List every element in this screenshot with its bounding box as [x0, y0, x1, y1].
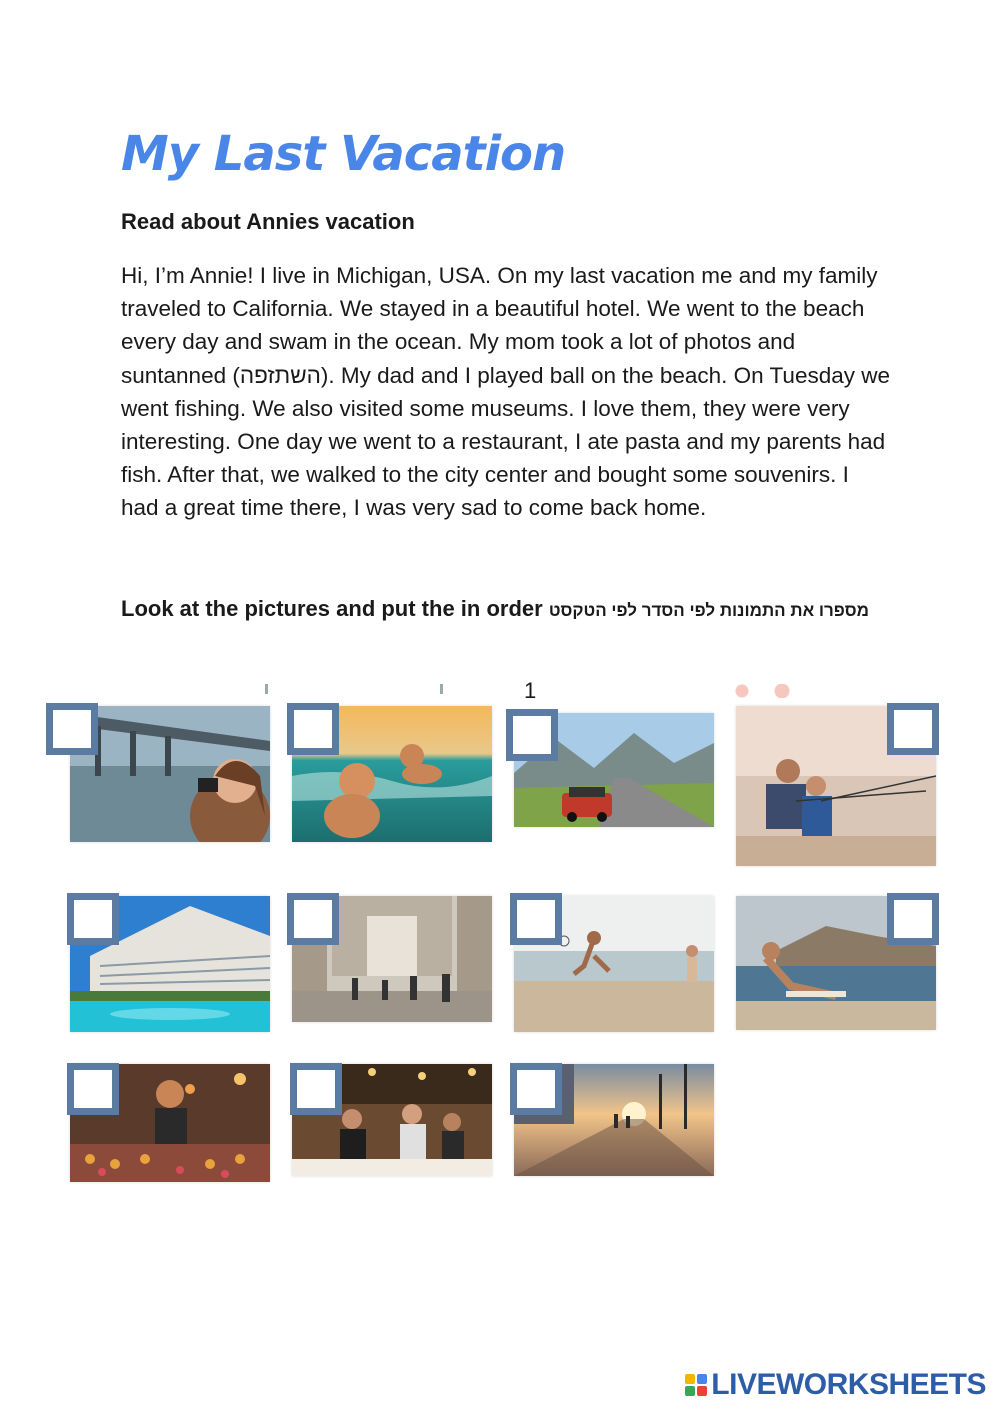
brand-name: LIVEWORKSHEETS: [711, 1368, 986, 1401]
answer-box-4[interactable]: [887, 703, 939, 755]
decorative-mark: [440, 684, 443, 694]
photo-taking-picture-icon: [70, 706, 270, 842]
answer-box-1[interactable]: [46, 703, 98, 755]
section-subtitle: Read about Annies vacation: [121, 209, 415, 234]
liveworksheets-logo-icon: [685, 1374, 707, 1396]
answer-box-6[interactable]: [287, 893, 339, 945]
instruction-english: Look at the pictures and put the in order: [121, 596, 543, 621]
instruction-hebrew: מספרו את התמונות לפי הסדר לפי הטקסט: [548, 601, 869, 620]
answer-box-2[interactable]: [287, 703, 339, 755]
instruction-text: [121, 594, 881, 626]
page-title: My Last Vacation: [121, 126, 566, 182]
answer-box-10[interactable]: [290, 1063, 342, 1115]
answer-box-11[interactable]: [510, 1063, 562, 1115]
answer-box-5[interactable]: [67, 893, 119, 945]
liveworksheets-logo: [685, 1368, 986, 1402]
answer-number: 1: [524, 678, 537, 703]
answer-box-8[interactable]: [887, 893, 939, 945]
answer-box-3[interactable]: [506, 709, 558, 761]
decorative-mark: [265, 684, 268, 694]
answer-box-9[interactable]: [67, 1063, 119, 1115]
picture-1: [70, 706, 270, 842]
story-paragraph: Hi, I’m Annie! I live in Michigan, USA. On my last vacation me and my family traveled to California. We stayed in a beautiful hotel. We went to the beach every day and swam in the ocean. My mom took a lot of photos and suntanned (השתזפה). My dad and I played ball on the beach. On Tuesday we went fishing. We also visited some museums. I love them, they were very interesting. One day we went to a restaurant, I ate pasta and my parents had fish. After that, we walked to the city center and bought some souvenirs. I had a great time there, I was very sad to come back home.: [121, 263, 890, 521]
answer-box-7[interactable]: [510, 893, 562, 945]
decorative-mark: [732, 684, 792, 698]
